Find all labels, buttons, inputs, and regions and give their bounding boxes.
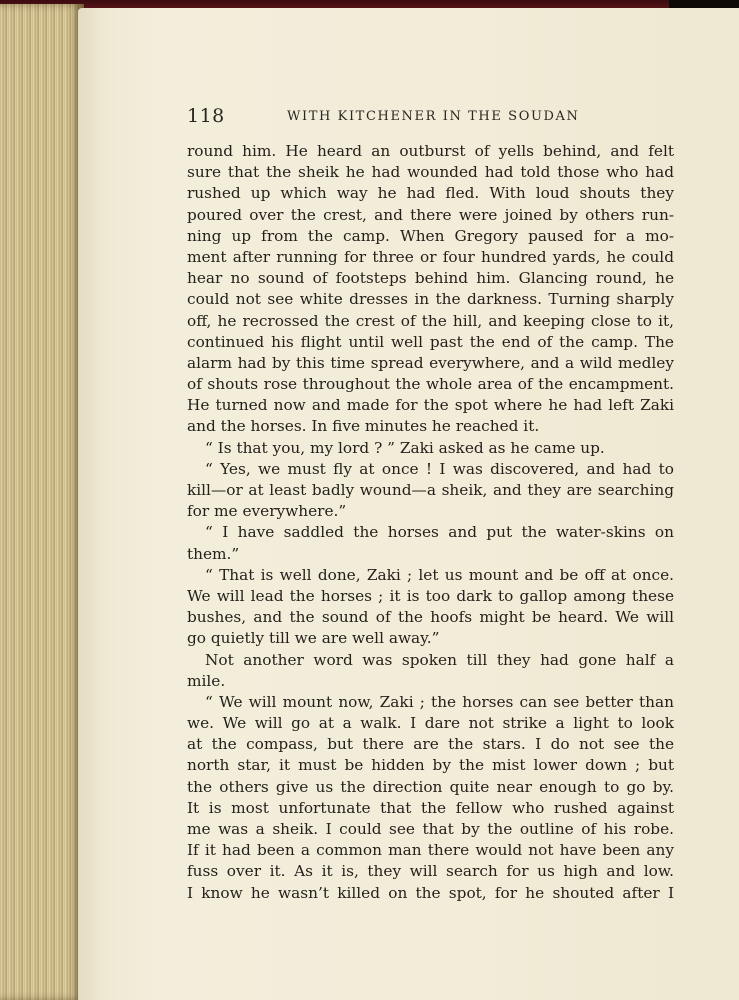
- text-line: ment after running for three or four hundred yards, he could: [187, 247, 674, 266]
- text-line: hear no sound of footsteps behind him. Glancing round, he: [187, 269, 674, 288]
- text-line: “ We will mount now, Zaki ; the horses can see better than: [205, 692, 674, 711]
- body-text: [187, 141, 674, 904]
- page-stack-edges: [0, 4, 84, 1000]
- text-line: the others give us the direction quite near enough to go by.: [187, 777, 674, 796]
- text-line: at the compass, but there are the stars. I do not see the: [187, 735, 674, 754]
- text-line: ning up from the camp. When Gregory paused for a mo-: [187, 226, 674, 245]
- text-line: bushes, and the sound of the hoofs might be heard. We will: [187, 608, 674, 627]
- text-line: It is most unfortunate that the fellow who rushed against: [187, 798, 674, 817]
- text-line: poured over the crest, and there were joined by others run-: [187, 205, 674, 224]
- text-line: continued his flight until well past the end of the camp. The: [187, 332, 674, 351]
- text-line: mile.: [187, 671, 226, 690]
- text-line: If it had been a common man there would not have been any: [187, 841, 674, 860]
- text-line: me was a sheik. I could see that by the outline of his robe.: [187, 820, 674, 838]
- text-line: go quietly till we are well away.”: [187, 629, 440, 648]
- text-line: He turned now and made for the spot where he had left Zaki: [187, 396, 674, 415]
- text-line: north star, it must be hidden by the mist lower down ; but: [187, 756, 674, 775]
- text-line: alarm had by this time spread everywhere, and a wild medley: [187, 353, 674, 372]
- text-line: sure that the sheik he had wounded had told those who had: [187, 163, 674, 182]
- text-line: could not see white dresses in the darkness. Turning sharply: [187, 290, 674, 309]
- text-line: we. We will go at a walk. I dare not strike a light to look: [187, 714, 674, 733]
- text-line: kill—or at least badly wound—a sheik, and they are searching: [187, 481, 674, 499]
- text-line: of shouts rose throughout the whole area of the encampment.: [187, 375, 674, 394]
- text-line: “ Yes, we must fly at once ! I was discovered, and had to: [205, 459, 674, 478]
- text-line: fuss over it. As it is, they will search for us high and low.: [187, 862, 674, 881]
- text-line: for me everywhere.”: [187, 502, 347, 521]
- text-line: “ Is that you, my lord ? ” Zaki asked as he came up.: [205, 438, 605, 457]
- text-line: rushed up which way he had fled. With loud shouts they: [187, 184, 674, 203]
- text-line: them.”: [187, 544, 240, 563]
- text-line: round him. He heard an outburst of yells behind, and felt: [187, 142, 674, 160]
- running-title: WITH KITCHENER IN THE SOUDAN: [287, 109, 580, 124]
- text-line: and the horses. In five minutes he reached it.: [187, 417, 540, 436]
- page-number: 118: [187, 105, 225, 127]
- text-line: “ I have saddled the horses and put the water-skins on: [205, 523, 674, 542]
- text-line: I know he wasn’t killed on the spot, for he shouted after I: [187, 883, 674, 902]
- text-line: We will lead the horses ; it is too dark to gallop among these: [187, 586, 674, 605]
- text-line: Not another word was spoken till they had gone half a: [205, 650, 674, 669]
- text-line: off, he recrossed the crest of the hill, and keeping close to it,: [187, 311, 674, 330]
- text-line: “ That is well done, Zaki ; let us mount and be off at once.: [205, 565, 674, 584]
- running-head: [187, 105, 667, 127]
